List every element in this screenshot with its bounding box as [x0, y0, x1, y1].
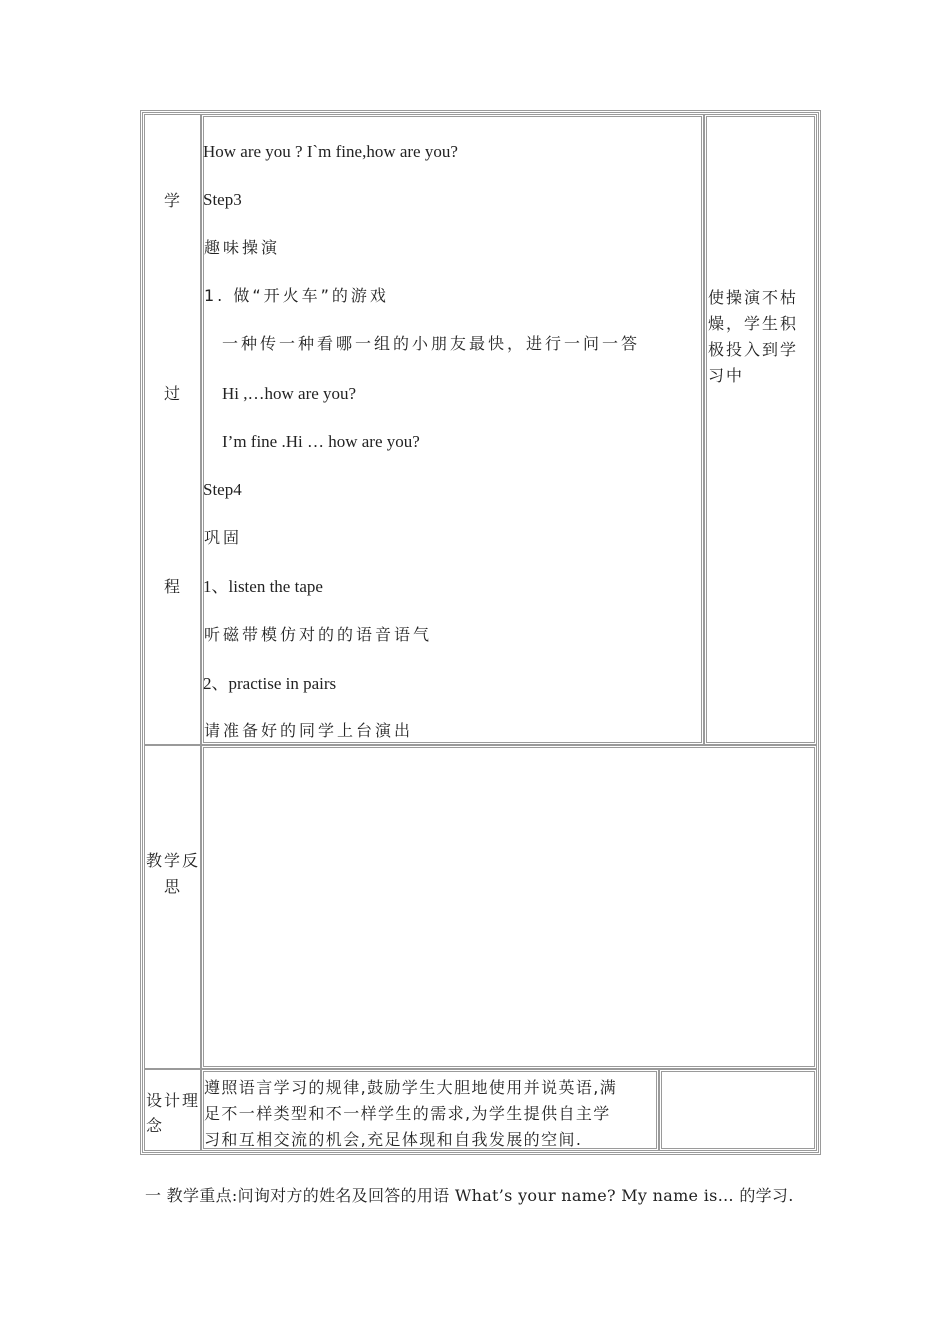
concept-empty-cell: [659, 1069, 817, 1151]
process-note-cell: [704, 114, 817, 745]
concept-label-line: 设计理: [146, 1091, 201, 1110]
process-content-cell: [201, 114, 704, 745]
process-line: Hi ,…how are you?: [222, 384, 357, 403]
process-line: 巩固: [204, 528, 243, 547]
reflection-content-cell: [201, 745, 817, 1069]
footer-text: 一 教学重点:问询对方的姓名及回答的用语 What’s your name? My name is… 的学习.: [145, 1186, 794, 1205]
process-note-line: 燥，学生积: [708, 314, 799, 333]
process-line: 趣味操演: [204, 238, 281, 257]
reflection-label-line: 思: [164, 877, 183, 896]
concept-content-line: 遵照语言学习的规律,鼓励学生大胆地使用并说英语,满: [204, 1078, 618, 1097]
concept-content-line: 足不一样类型和不一样学生的需求,为学生提供自主学: [204, 1104, 611, 1123]
process-line: How are you ? I`m fine,how are you?: [203, 142, 458, 161]
process-line: 一种传一种看哪一组的小朋友最快，进行一问一答: [222, 334, 641, 353]
process-line: 2、practise in pairs: [203, 674, 337, 693]
process-line: 请准备好的同学上台演出: [204, 721, 414, 740]
process-label-char: 程: [164, 577, 183, 596]
process-line: Step4: [203, 480, 242, 499]
process-note-line: 习中: [708, 366, 745, 385]
process-line: Step3: [203, 190, 242, 209]
reflection-label-line: 教学反: [146, 851, 201, 870]
reflection-label-cell: [144, 745, 201, 1069]
process-note-line: 极投入到学: [708, 340, 799, 359]
concept-content-line: 习和互相交流的机会,充足体现和自我发展的空间.: [204, 1130, 583, 1149]
process-note-line: 使操演不枯: [708, 288, 799, 307]
process-line: 听磁带模仿对的的语音语气: [204, 625, 433, 644]
process-label-char: 过: [164, 384, 183, 403]
process-line: 1、listen the tape: [203, 577, 323, 596]
concept-label-line: 念: [146, 1116, 165, 1135]
process-line: 1. 做“开火车”的游戏: [204, 286, 389, 305]
process-label-char: 学: [164, 191, 183, 210]
process-line: I’m fine .Hi … how are you?: [222, 432, 420, 451]
